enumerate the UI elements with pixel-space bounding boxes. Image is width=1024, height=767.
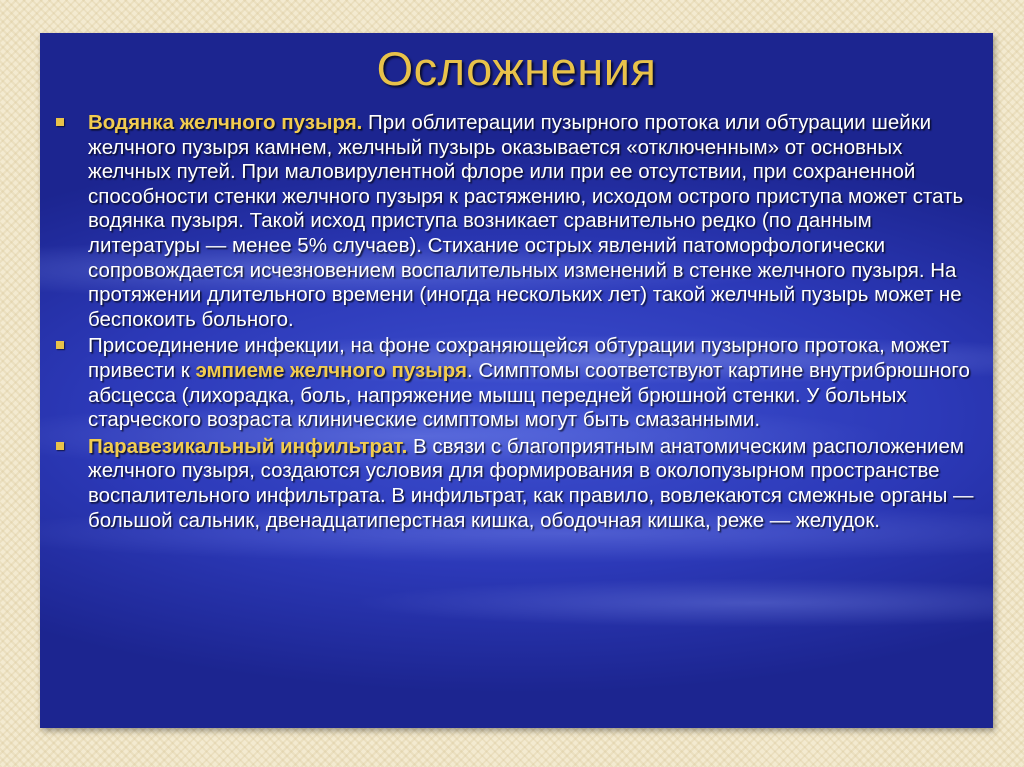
slide-title: Осложнения xyxy=(376,42,657,95)
bullet-list xyxy=(56,111,976,535)
bullet-item-hydrops xyxy=(56,111,976,332)
slide xyxy=(40,33,993,728)
bullet-item-infiltrate xyxy=(56,435,976,533)
square-bullet-icon xyxy=(56,118,64,126)
bullet-text: В связи с благоприятным анатомическим расположением желчного пузыря, создаются условия для формирования в околопузырном пространстве воспалительного инфильтрата. В инфильтрат, как правило, вовлекаются смежные органы — большой сальник, двенадцатиперстная кишка, ободочная кишка, реже — желудок. xyxy=(88,434,974,532)
bullet-highlight: эмпиеме желчного пузыря xyxy=(195,358,467,382)
bullet-heading: Водянка желчного пузыря. xyxy=(88,111,363,134)
bullet-text-before: Присоединение инфекции, на фоне сохраняющейся обтурации пузырного протока, может привести к xyxy=(88,334,950,382)
square-bullet-icon xyxy=(56,341,64,349)
bullet-heading: Паравезикальный инфильтрат. xyxy=(88,434,408,458)
square-bullet-icon xyxy=(56,442,64,450)
bullet-text: При облитерации пузырного протока или обтурации шейки желчного пузыря камнем, желчный пузырь оказывается «отключенным» от основных желчных путей. При маловирулентной флоре или при ее отсутствии, при сохраненной способности стенки желчного пузыря к растяжению, исходом острого приступа может стать водянка пузыря. Такой исход приступа возникает сравнительно редко (по данным литературы — менее 5% случаев). Стихание острых явлений патоморфологически сопровождается исчезновением воспалительных изменений в стенке желчного пузыря. На протяжении длительного времени (иногда нескольких лет) такой желчный пузырь может не беспокоить больного. xyxy=(88,111,964,331)
bullet-item-infection xyxy=(56,334,976,432)
bullet-text-after: . Симптомы соответствуют картине внутрибрюшного абсцесса (лихорадка, боль, напряжение мышц передней брюшной стенки. У больных старческого возраста клинические симптомы могут быть смазанными. xyxy=(88,358,970,432)
